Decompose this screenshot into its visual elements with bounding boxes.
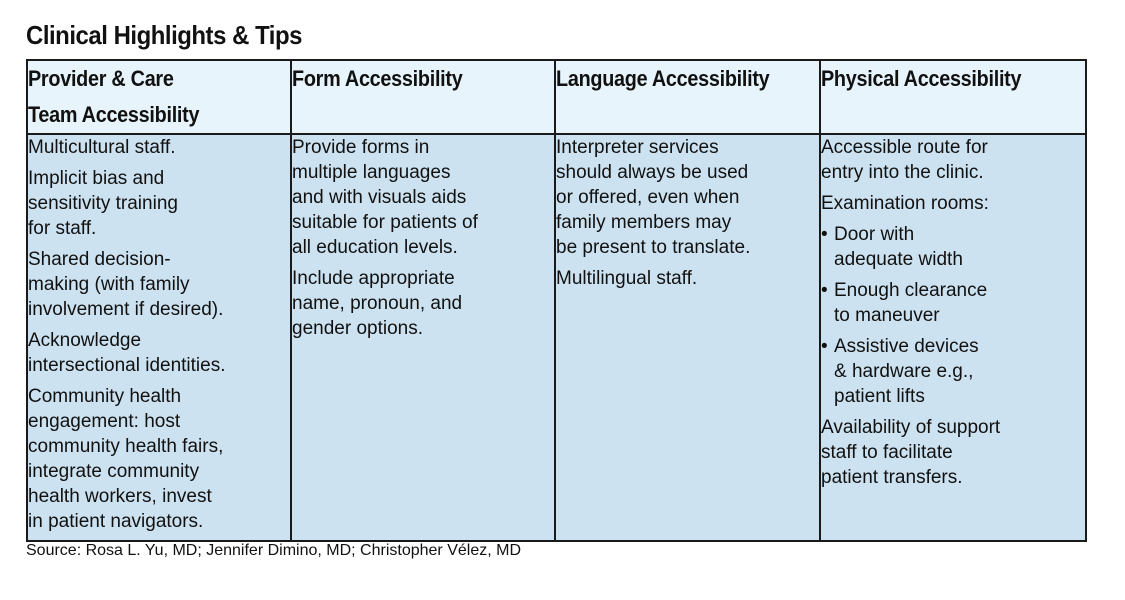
bullet-marker: •: [821, 224, 828, 245]
text-line: Interpreter services: [556, 137, 719, 158]
text-line: should always be used: [556, 162, 749, 183]
column-header-form: [291, 60, 555, 134]
header-line: Physical Accessibility: [821, 66, 1022, 91]
bullet-line: patient lifts: [834, 386, 925, 407]
text-line: Multicultural staff.: [28, 137, 176, 158]
bullet-marker: •: [821, 336, 828, 357]
text-line: be present to translate.: [556, 237, 751, 258]
paragraph: [556, 266, 819, 291]
text-line: multiple languages: [292, 162, 451, 183]
bullet-marker: •: [821, 280, 828, 301]
header-row: [27, 60, 1086, 134]
text-line: Implicit bias and: [28, 168, 165, 189]
paragraph: [821, 191, 1085, 216]
text-line: Acknowledge: [28, 330, 142, 351]
text-line: gender options.: [292, 318, 423, 339]
content-row: [27, 134, 1086, 541]
header-line: Team Accessibility: [28, 102, 200, 127]
column-header-provider: [27, 60, 291, 134]
text-line: making (with family: [28, 274, 190, 295]
bullet-item: [821, 278, 1085, 328]
text-line: for staff.: [28, 218, 97, 239]
text-line: Accessible route for: [821, 137, 988, 158]
bullet-line: Door with: [834, 224, 915, 245]
paragraph: [28, 384, 290, 534]
text-line: name, pronoun, and: [292, 293, 463, 314]
source-credit: Source: Rosa L. Yu, MD; Jennifer Dimino, MD; Christopher Vélez, MD: [26, 542, 521, 559]
paragraph: [292, 266, 554, 341]
paragraph: [28, 135, 290, 160]
cell-physical: [820, 134, 1086, 541]
text-line: patient transfers.: [821, 467, 963, 488]
bullet-line: adequate width: [834, 249, 963, 270]
text-line: Multilingual staff.: [556, 268, 698, 289]
text-line: or offered, even when: [556, 187, 740, 208]
text-line: Community health: [28, 386, 182, 407]
bullet-item: [821, 334, 1085, 409]
text-line: in patient navigators.: [28, 511, 204, 532]
paragraph: [28, 328, 290, 378]
text-line: Provide forms in: [292, 137, 430, 158]
paragraph: [28, 247, 290, 322]
text-line: Include appropriate: [292, 268, 455, 289]
text-line: staff to facilitate: [821, 442, 953, 463]
bullet-item: [821, 222, 1085, 272]
cell-form: [291, 134, 555, 541]
text-line: intersectional identities.: [28, 355, 226, 376]
text-line: Shared decision-: [28, 249, 171, 270]
text-line: entry into the clinic.: [821, 162, 984, 183]
text-line: community health fairs,: [28, 436, 224, 457]
text-line: suitable for patients of: [292, 212, 478, 233]
header-line: Provider & Care: [28, 66, 174, 91]
text-line: family members may: [556, 212, 732, 233]
column-header-language: [555, 60, 820, 134]
paragraph: [556, 135, 819, 260]
column-header-physical: [820, 60, 1086, 134]
paragraph: [28, 166, 290, 241]
bullet-line: & hardware e.g.,: [834, 361, 974, 382]
bullet-line: Enough clearance: [834, 280, 988, 301]
text-line: Availability of support: [821, 417, 1001, 438]
cell-provider: [27, 134, 291, 541]
text-line: integrate community: [28, 461, 200, 482]
paragraph: [821, 135, 1085, 185]
text-line: involvement if desired).: [28, 299, 224, 320]
bullet-line: to maneuver: [834, 305, 940, 326]
paragraph: [821, 415, 1085, 490]
cell-language: [555, 134, 820, 541]
header-line: Form Accessibility: [292, 66, 463, 91]
text-line: engagement: host: [28, 411, 181, 432]
paragraph: [292, 135, 554, 260]
page-title: Clinical Highlights & Tips: [26, 20, 302, 50]
text-line: all education levels.: [292, 237, 458, 258]
accessibility-table: [26, 59, 1087, 542]
text-line: and with visuals aids: [292, 187, 467, 208]
text-line: sensitivity training: [28, 193, 178, 214]
text-line: health workers, invest: [28, 486, 212, 507]
text-line: Examination rooms:: [821, 193, 989, 214]
bullet-line: Assistive devices: [834, 336, 979, 357]
header-line: Language Accessibility: [556, 66, 770, 91]
